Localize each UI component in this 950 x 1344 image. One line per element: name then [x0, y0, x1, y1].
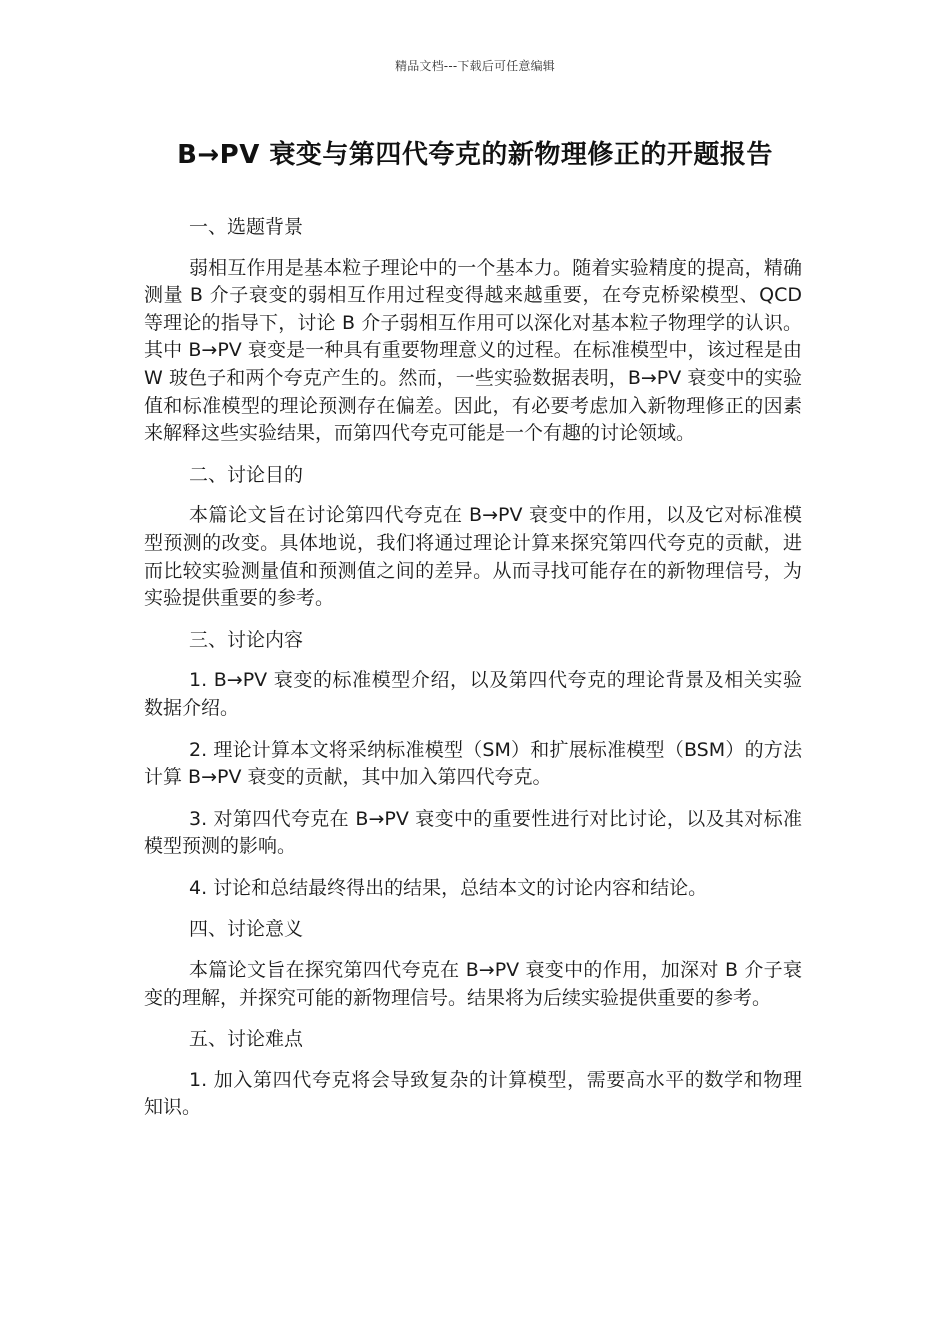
content-item-4: 4. 讨论和总结最终得出的结果，总结本文的讨论内容和结论。	[189, 876, 708, 899]
section-heading-difficulties: 五、讨论难点	[189, 1028, 304, 1051]
document-title: B→PV 衰变与第四代夸克的新物理修正的开题报告	[177, 140, 773, 170]
section-heading-background: 一、选题背景	[189, 216, 304, 238]
header-note: 精品文档---下载后可任意编辑	[395, 59, 555, 73]
content-item-2: 2. 理论计算本文将采纳标准模型（SM）和扩展标准模型（BSM）的方法计算 B→PV 衰变的贡献，其中加入第四代夸克。	[144, 738, 802, 789]
content-item-1: 1. B→PV 衰变的标准模型介绍，以及第四代夸克的理论背景及相关实验数据介绍。	[144, 669, 802, 719]
paragraph-purpose: 本篇论文旨在讨论第四代夸克在 B→PV 衰变中的作用，以及它对标准模型预测的改变。具体地说，我们将通过理论计算来探究第四代夸克的贡献，进而比较实验测量值和预测值之间的差异。从而寻找可能存在的新物理信号，为实验提供重要的参考。	[144, 504, 802, 610]
section-heading-content: 三、讨论内容	[189, 628, 304, 651]
document-body	[144, 214, 802, 1136]
difficulty-item-1: 1. 加入第四代夸克将会导致复杂的计算模型，需要高水平的数学和物理知识。	[144, 1068, 802, 1119]
section-heading-purpose: 二、讨论目的	[189, 463, 304, 486]
paragraph-background: 弱相互作用是基本粒子理论中的一个基本力。随着实验精度的提高，精确测量 B 介子衰变的弱相互作用过程变得越来越重要，在夸克桥梁模型、QCD 等理论的指导下，讨论 B 介子弱相互作用可以深化对基本粒子物理学的认识。其中 B→PV 衰变是一种具有重要物理意义的过程。在标准模型中，该过程是由 W 玻色子和两个夸克产生的。然而，一些实验数据表明，B→PV 衰变中的实验值和标准模型的理论预测存在偏差。因此，有必要考虑加入新物理修正的因素来解释这些实验结果，而第四代夸克可能是一个有趣的讨论领域。	[144, 256, 802, 445]
section-heading-significance: 四、讨论意义	[189, 918, 304, 941]
content-item-3: 3. 对第四代夸克在 B→PV 衰变中的重要性进行对比讨论，以及其对标准模型预测的影响。	[144, 807, 802, 858]
paragraph-significance: 本篇论文旨在探究第四代夸克在 B→PV 衰变中的作用，加深对 B 介子衰变的理解，并探究可能的新物理信号。结果将为后续实验提供重要的参考。	[144, 959, 802, 1009]
